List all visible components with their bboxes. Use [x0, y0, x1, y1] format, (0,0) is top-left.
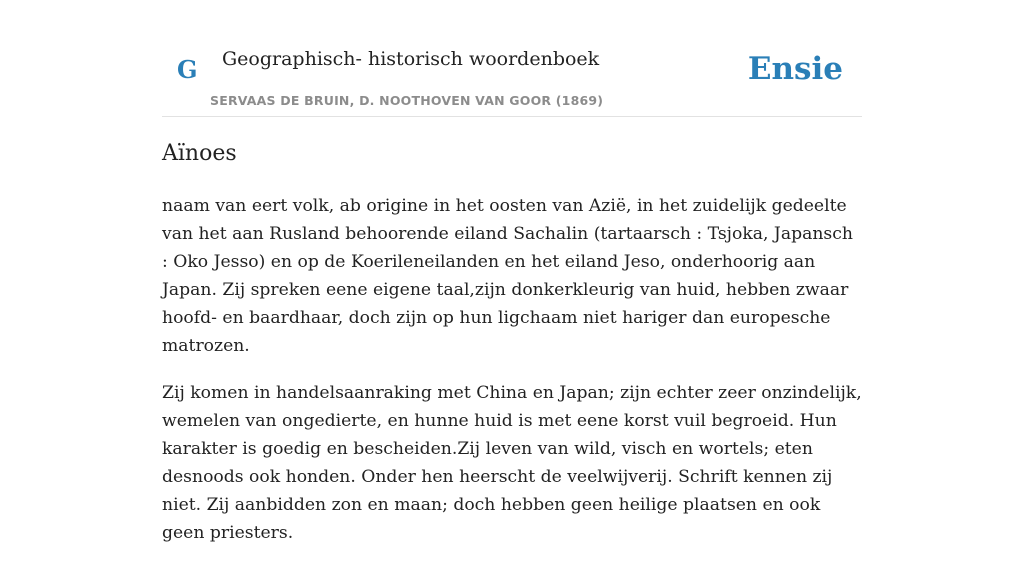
entry-body: [162, 192, 864, 566]
book-logo[interactable]: G: [177, 55, 198, 84]
entry-title: Aïnoes: [162, 141, 237, 166]
header: [162, 0, 862, 117]
entry-paragraph: naam van eert volk, ab origine in het oosten van Azië, in het zuidelijk gedeelte van het aan Rusland behoorende eiland Sachalin (tartaarsch : Tsjoka, Japansch : Oko Jesso) en op de Koerileneilanden en het eiland Jeso, onderhoorig aan Japan. Zij spreken eene eigene taal,zijn donkerkleurig van huid, hebben zwaar hoofd- en baardhaar, doch zijn op hun ligchaam niet hariger dan europesche matrozen.: [162, 196, 853, 356]
entry-paragraph: Zij komen in handelsaanraking met China en Japan; zijn echter zeer onzindelijk, wemelen van ongedierte, en hunne huid is met eene korst vuil begroeid. Hun karakter is goedig en bescheiden.Zij leven van wild, visch en wortels; eten desnoods ook honden. Onder hen heerscht de veelwijverij. Schrift kennen zij niet. Zij aanbidden zon en maan; doch hebben geen heilige plaatsen en ook geen priesters.: [162, 383, 862, 543]
ensie-logo[interactable]: Ensie: [747, 51, 843, 87]
book-author: SERVAAS DE BRUIN, D. NOOTHOVEN VAN GOOR (1869): [210, 93, 604, 108]
book-title-link[interactable]: Geographisch- historisch woordenboek: [222, 48, 600, 70]
